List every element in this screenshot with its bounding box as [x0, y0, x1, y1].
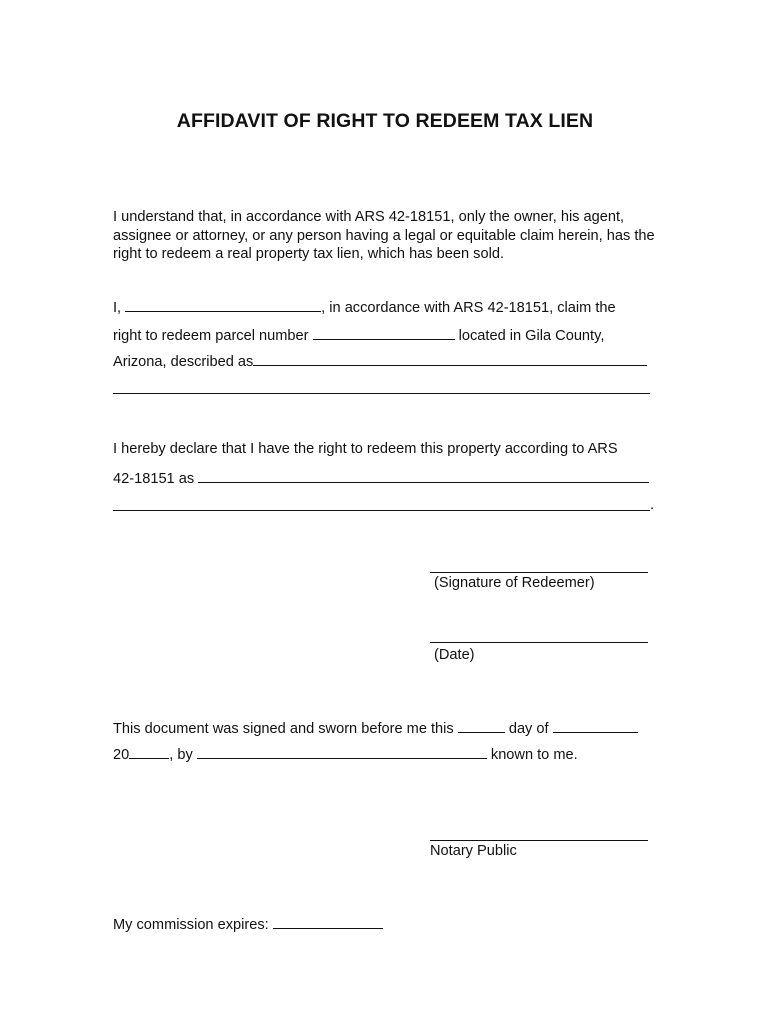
commission-expiry-field[interactable]	[273, 914, 383, 929]
date-caption: (Date)	[434, 647, 475, 663]
declaration-line-2	[113, 468, 649, 488]
notary-text-part1: This document was signed and sworn before me this	[113, 721, 454, 737]
declaration-reason-field-2[interactable]	[113, 510, 650, 511]
intro-paragraph: I understand that, in accordance with ARS 42-18151, only the owner, his agent, assignee or attorney, or any person having a legal or equitable claim herein, has the right to redeem a real property tax lien, which has been sold.	[113, 209, 655, 262]
declaration-line-1: I hereby declare that I have the right to redeem this property according to ARS	[113, 441, 618, 457]
declaration-reason-field-1[interactable]	[198, 468, 649, 483]
claim-after-name: , in accordance with ARS 42-18151, claim the	[321, 300, 616, 316]
parcel-prefix: right to redeem parcel number	[113, 328, 309, 344]
description-field-2[interactable]	[113, 393, 650, 394]
signature-caption: (Signature of Redeemer)	[434, 575, 595, 591]
claim-line-3	[113, 351, 647, 371]
notary-text-part2: day of	[508, 721, 549, 737]
commission-label: My commission expires:	[113, 917, 269, 933]
notary-year-prefix: 20	[113, 747, 130, 763]
notary-by-suffix: known to me.	[490, 747, 578, 763]
description-field-1[interactable]	[253, 351, 647, 366]
notary-by-prefix: , by	[169, 747, 193, 763]
claim-prefix: I,	[113, 300, 122, 316]
claim-line-2	[113, 325, 604, 345]
declaration-prefix: 42-18151 as	[113, 471, 195, 487]
signature-field[interactable]	[430, 572, 648, 573]
notary-line-1	[113, 718, 638, 738]
commission-line	[113, 914, 383, 934]
notary-line-2	[113, 744, 578, 764]
notary-month-field[interactable]	[553, 718, 638, 733]
parcel-number-field[interactable]	[313, 325, 455, 340]
notary-year-field[interactable]	[129, 744, 169, 759]
parcel-suffix: located in Gila County,	[458, 328, 605, 344]
notary-signer-field[interactable]	[197, 744, 487, 759]
notary-caption: Notary Public	[430, 843, 517, 859]
notary-signature-field[interactable]	[430, 840, 648, 841]
redeemer-name-field[interactable]	[125, 297, 321, 312]
declaration-end-mark: .	[650, 497, 655, 513]
described-prefix: Arizona, described as	[113, 354, 254, 370]
notary-day-field[interactable]	[458, 718, 505, 733]
claim-line-1	[113, 297, 616, 317]
document-title: AFFIDAVIT OF RIGHT TO REDEEM TAX LIEN	[176, 110, 594, 132]
date-field[interactable]	[430, 642, 648, 643]
